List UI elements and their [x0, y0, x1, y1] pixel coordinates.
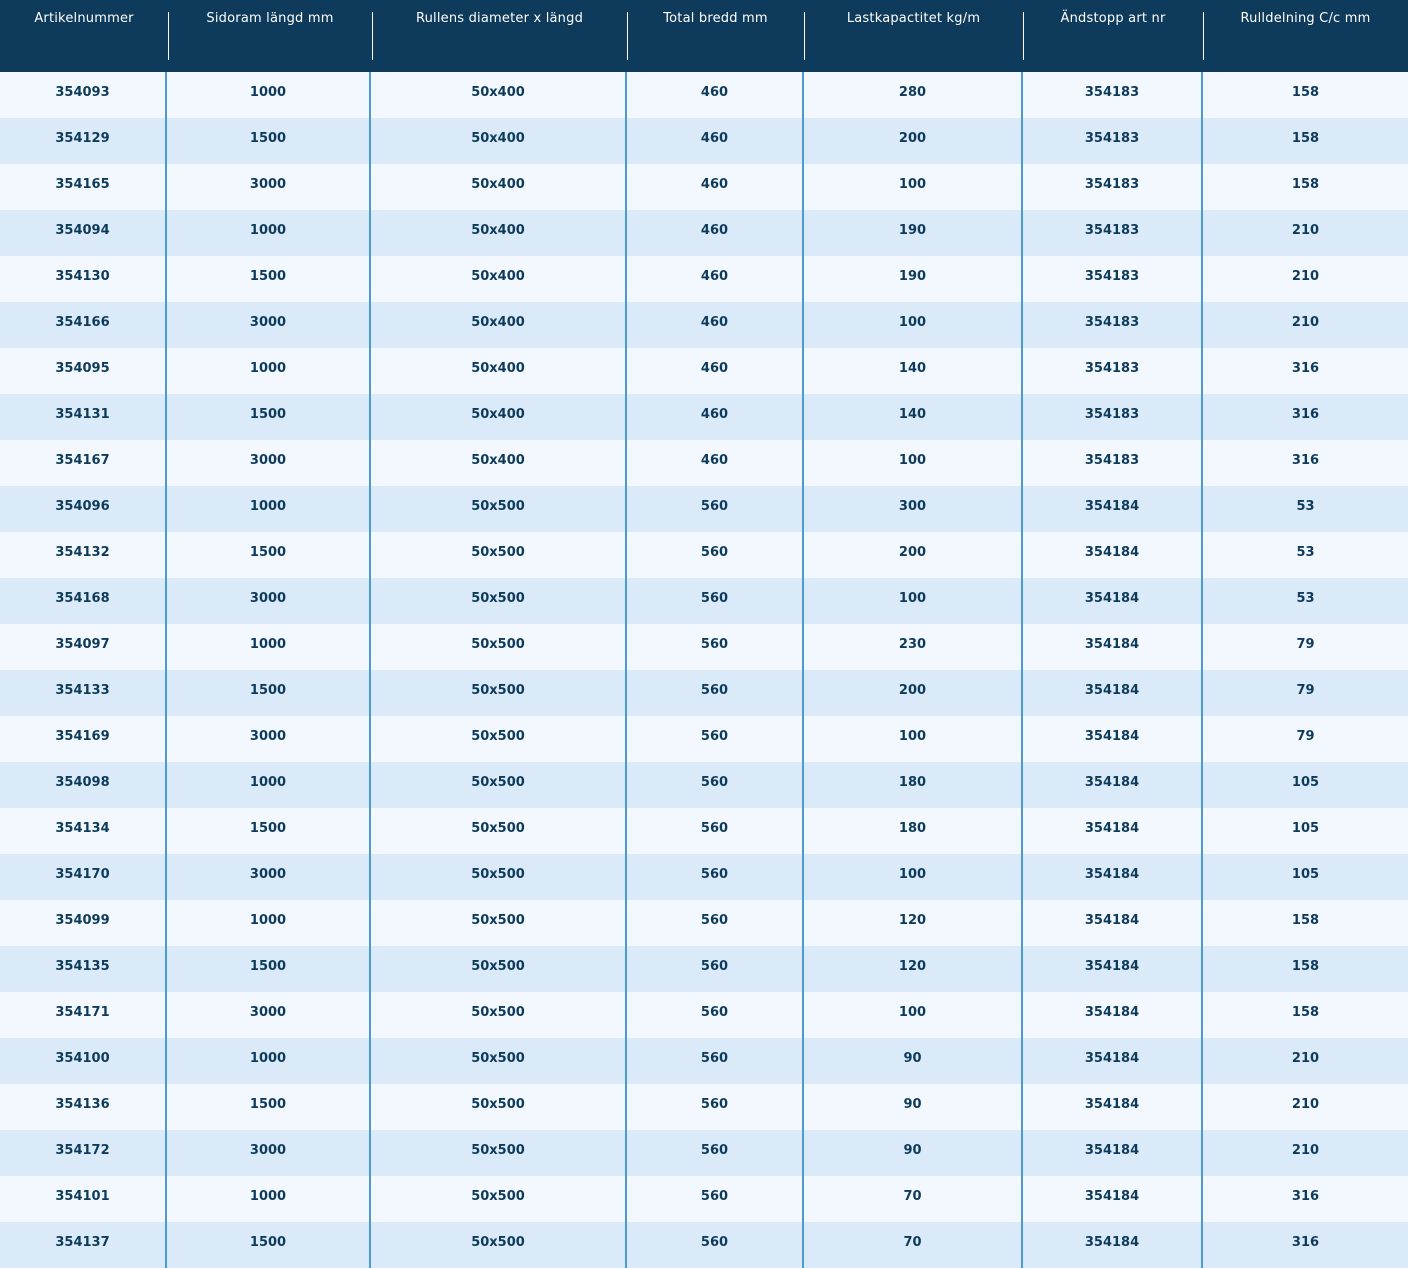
sidoram-langd-cell: 1500	[165, 532, 369, 578]
table-row	[0, 394, 1408, 440]
table-row	[0, 854, 1408, 900]
sidoram-langd-cell: 1500	[165, 118, 369, 164]
table-row	[0, 992, 1408, 1038]
column-header-sidoram-langd[interactable]: Sidoram längd mm	[168, 0, 372, 72]
lastkapacitet-cell: 300	[802, 486, 1021, 532]
sidoram-langd-cell: 3000	[165, 578, 369, 624]
table-row	[0, 1176, 1408, 1222]
lastkapacitet-cell: 70	[802, 1176, 1021, 1222]
sidoram-langd-cell: 1500	[165, 670, 369, 716]
rulldelning-cell: 316	[1201, 440, 1408, 486]
lastkapacitet-cell: 120	[802, 946, 1021, 992]
artikelnummer-cell: 354137	[55, 1235, 110, 1250]
rullens-diameter-cell: 50x400	[369, 394, 625, 440]
rulldelning-cell: 79	[1201, 670, 1408, 716]
lastkapacitet-cell: 200	[802, 532, 1021, 578]
rullens-diameter-cell: 50x500	[369, 762, 625, 808]
column-header-lastkapacitet[interactable]: Lastkapactitet kg/m	[804, 0, 1023, 72]
artikelnummer-cell: 354101	[55, 1189, 110, 1204]
table-row	[0, 118, 1408, 164]
total-bredd-cell: 560	[625, 624, 802, 670]
rullens-diameter-cell: 50x400	[369, 164, 625, 210]
andstopp-cell: 354184	[1021, 946, 1201, 992]
total-bredd-cell: 460	[625, 394, 802, 440]
rulldelning-cell: 53	[1201, 532, 1408, 578]
sidoram-langd-cell: 1500	[165, 256, 369, 302]
table-row	[0, 164, 1408, 210]
rullens-diameter-cell: 50x400	[369, 210, 625, 256]
total-bredd-cell: 560	[625, 486, 802, 532]
total-bredd-cell: 560	[625, 808, 802, 854]
lastkapacitet-cell: 100	[802, 440, 1021, 486]
artikelnummer-cell: 354099	[55, 913, 110, 928]
artikelnummer-cell: 354132	[55, 545, 110, 560]
rullens-diameter-cell: 50x500	[369, 1038, 625, 1084]
rulldelning-cell: 158	[1201, 118, 1408, 164]
table-row	[0, 210, 1408, 256]
artikelnummer-cell: 354167	[55, 453, 110, 468]
rulldelning-cell: 210	[1201, 1038, 1408, 1084]
andstopp-cell: 354184	[1021, 670, 1201, 716]
sidoram-langd-cell: 1000	[165, 210, 369, 256]
andstopp-cell: 354184	[1021, 532, 1201, 578]
lastkapacitet-cell: 100	[802, 302, 1021, 348]
artikelnummer-cell: 354129	[55, 131, 110, 146]
column-header-rulldelning[interactable]: Rulldelning C/c mm	[1203, 0, 1408, 72]
column-header-artikelnummer[interactable]: Artikelnummer	[34, 11, 134, 26]
artikelnummer-cell: 354134	[55, 821, 110, 836]
lastkapacitet-cell: 140	[802, 348, 1021, 394]
lastkapacitet-cell: 280	[802, 72, 1021, 118]
lastkapacitet-cell: 190	[802, 210, 1021, 256]
artikelnummer-cell: 354095	[55, 361, 110, 376]
sidoram-langd-cell: 3000	[165, 992, 369, 1038]
artikelnummer-cell: 354096	[55, 499, 110, 514]
artikelnummer-cell: 354100	[55, 1051, 110, 1066]
lastkapacitet-cell: 200	[802, 118, 1021, 164]
rulldelning-cell: 105	[1201, 808, 1408, 854]
sidoram-langd-cell: 3000	[165, 440, 369, 486]
rullens-diameter-cell: 50x400	[369, 256, 625, 302]
andstopp-cell: 354184	[1021, 624, 1201, 670]
lastkapacitet-cell: 140	[802, 394, 1021, 440]
rullens-diameter-cell: 50x500	[369, 808, 625, 854]
artikelnummer-cell: 354133	[55, 683, 110, 698]
sidoram-langd-cell: 3000	[165, 854, 369, 900]
rulldelning-cell: 105	[1201, 854, 1408, 900]
table-row	[0, 716, 1408, 762]
lastkapacitet-cell: 100	[802, 854, 1021, 900]
total-bredd-cell: 460	[625, 72, 802, 118]
sidoram-langd-cell: 1500	[165, 1222, 369, 1268]
andstopp-cell: 354183	[1021, 118, 1201, 164]
table-row	[0, 624, 1408, 670]
table-row	[0, 532, 1408, 578]
table-row	[0, 1222, 1408, 1268]
rullens-diameter-cell: 50x500	[369, 1130, 625, 1176]
sidoram-langd-cell: 3000	[165, 716, 369, 762]
andstopp-cell: 354183	[1021, 72, 1201, 118]
sidoram-langd-cell: 1000	[165, 72, 369, 118]
table-row	[0, 256, 1408, 302]
total-bredd-cell: 560	[625, 992, 802, 1038]
table-row	[0, 670, 1408, 716]
lastkapacitet-cell: 200	[802, 670, 1021, 716]
total-bredd-cell: 560	[625, 1130, 802, 1176]
table-row	[0, 302, 1408, 348]
column-header-rullens-diameter[interactable]: Rullens diameter x längd	[372, 0, 627, 72]
table-header	[0, 0, 1408, 72]
artikelnummer-cell: 354093	[55, 85, 110, 100]
total-bredd-cell: 560	[625, 1084, 802, 1130]
rullens-diameter-cell: 50x500	[369, 486, 625, 532]
table-row	[0, 72, 1408, 118]
table-row	[0, 808, 1408, 854]
column-header-total-bredd[interactable]: Total bredd mm	[627, 0, 804, 72]
rulldelning-cell: 316	[1201, 394, 1408, 440]
table-body	[0, 72, 1408, 1268]
artikelnummer-cell: 354171	[55, 1005, 110, 1020]
rullens-diameter-cell: 50x500	[369, 624, 625, 670]
rullens-diameter-cell: 50x500	[369, 900, 625, 946]
andstopp-cell: 354184	[1021, 1084, 1201, 1130]
lastkapacitet-cell: 120	[802, 900, 1021, 946]
sidoram-langd-cell: 1500	[165, 394, 369, 440]
andstopp-cell: 354183	[1021, 302, 1201, 348]
rulldelning-cell: 105	[1201, 762, 1408, 808]
rulldelning-cell: 53	[1201, 486, 1408, 532]
lastkapacitet-cell: 70	[802, 1222, 1021, 1268]
rullens-diameter-cell: 50x400	[369, 302, 625, 348]
andstopp-cell: 354183	[1021, 210, 1201, 256]
rulldelning-cell: 210	[1201, 256, 1408, 302]
sidoram-langd-cell: 3000	[165, 164, 369, 210]
artikelnummer-cell: 354098	[55, 775, 110, 790]
total-bredd-cell: 460	[625, 164, 802, 210]
artikelnummer-cell: 354135	[55, 959, 110, 974]
rullens-diameter-cell: 50x500	[369, 946, 625, 992]
lastkapacitet-cell: 100	[802, 578, 1021, 624]
rullens-diameter-cell: 50x400	[369, 348, 625, 394]
table-row	[0, 1130, 1408, 1176]
sidoram-langd-cell: 1000	[165, 1176, 369, 1222]
total-bredd-cell: 560	[625, 946, 802, 992]
rullens-diameter-cell: 50x500	[369, 670, 625, 716]
artikelnummer-cell: 354094	[55, 223, 110, 238]
lastkapacitet-cell: 90	[802, 1084, 1021, 1130]
table-row	[0, 486, 1408, 532]
rulldelning-cell: 316	[1201, 348, 1408, 394]
table-row	[0, 578, 1408, 624]
lastkapacitet-cell: 90	[802, 1130, 1021, 1176]
total-bredd-cell: 460	[625, 348, 802, 394]
andstopp-cell: 354184	[1021, 1176, 1201, 1222]
total-bredd-cell: 560	[625, 716, 802, 762]
total-bredd-cell: 560	[625, 532, 802, 578]
table-row	[0, 348, 1408, 394]
lastkapacitet-cell: 230	[802, 624, 1021, 670]
total-bredd-cell: 460	[625, 256, 802, 302]
sidoram-langd-cell: 1500	[165, 946, 369, 992]
table-row	[0, 1084, 1408, 1130]
total-bredd-cell: 560	[625, 762, 802, 808]
andstopp-cell: 354183	[1021, 394, 1201, 440]
rulldelning-cell: 158	[1201, 72, 1408, 118]
rulldelning-cell: 210	[1201, 302, 1408, 348]
andstopp-cell: 354183	[1021, 348, 1201, 394]
rulldelning-cell: 210	[1201, 210, 1408, 256]
andstopp-cell: 354184	[1021, 900, 1201, 946]
column-header-andstopp[interactable]: Ändstopp art nr	[1023, 0, 1203, 72]
table-row	[0, 762, 1408, 808]
rullens-diameter-cell: 50x400	[369, 440, 625, 486]
total-bredd-cell: 460	[625, 440, 802, 486]
rullens-diameter-cell: 50x400	[369, 72, 625, 118]
rullens-diameter-cell: 50x400	[369, 118, 625, 164]
table-row	[0, 440, 1408, 486]
artikelnummer-cell: 354136	[55, 1097, 110, 1112]
total-bredd-cell: 460	[625, 210, 802, 256]
lastkapacitet-cell: 180	[802, 762, 1021, 808]
andstopp-cell: 354184	[1021, 762, 1201, 808]
sidoram-langd-cell: 1000	[165, 486, 369, 532]
total-bredd-cell: 560	[625, 1222, 802, 1268]
andstopp-cell: 354184	[1021, 578, 1201, 624]
table-row	[0, 1038, 1408, 1084]
rulldelning-cell: 158	[1201, 992, 1408, 1038]
total-bredd-cell: 460	[625, 302, 802, 348]
rullens-diameter-cell: 50x500	[369, 1176, 625, 1222]
andstopp-cell: 354183	[1021, 256, 1201, 302]
artikelnummer-cell: 354172	[55, 1143, 110, 1158]
rulldelning-cell: 316	[1201, 1222, 1408, 1268]
lastkapacitet-cell: 100	[802, 716, 1021, 762]
lastkapacitet-cell: 180	[802, 808, 1021, 854]
andstopp-cell: 354184	[1021, 1130, 1201, 1176]
andstopp-cell: 354184	[1021, 854, 1201, 900]
rulldelning-cell: 53	[1201, 578, 1408, 624]
lastkapacitet-cell: 190	[802, 256, 1021, 302]
rulldelning-cell: 158	[1201, 164, 1408, 210]
sidoram-langd-cell: 1000	[165, 900, 369, 946]
rulldelning-cell: 316	[1201, 1176, 1408, 1222]
table-row	[0, 900, 1408, 946]
artikelnummer-cell: 354166	[55, 315, 110, 330]
sidoram-langd-cell: 1500	[165, 808, 369, 854]
total-bredd-cell: 560	[625, 900, 802, 946]
total-bredd-cell: 560	[625, 670, 802, 716]
rulldelning-cell: 158	[1201, 946, 1408, 992]
rulldelning-cell: 79	[1201, 624, 1408, 670]
rullens-diameter-cell: 50x500	[369, 532, 625, 578]
artikelnummer-cell: 354170	[55, 867, 110, 882]
total-bredd-cell: 560	[625, 578, 802, 624]
artikelnummer-cell: 354168	[55, 591, 110, 606]
rullens-diameter-cell: 50x500	[369, 1222, 625, 1268]
sidoram-langd-cell: 1000	[165, 762, 369, 808]
total-bredd-cell: 560	[625, 1038, 802, 1084]
andstopp-cell: 354184	[1021, 486, 1201, 532]
andstopp-cell: 354184	[1021, 1222, 1201, 1268]
sidoram-langd-cell: 1000	[165, 348, 369, 394]
rullens-diameter-cell: 50x500	[369, 716, 625, 762]
lastkapacitet-cell: 100	[802, 164, 1021, 210]
artikelnummer-cell: 354130	[55, 269, 110, 284]
andstopp-cell: 354184	[1021, 1038, 1201, 1084]
rulldelning-cell: 79	[1201, 716, 1408, 762]
rullens-diameter-cell: 50x500	[369, 992, 625, 1038]
andstopp-cell: 354183	[1021, 164, 1201, 210]
sidoram-langd-cell: 1000	[165, 624, 369, 670]
lastkapacitet-cell: 90	[802, 1038, 1021, 1084]
rulldelning-cell: 210	[1201, 1130, 1408, 1176]
artikelnummer-cell: 354097	[55, 637, 110, 652]
sidoram-langd-cell: 1000	[165, 1038, 369, 1084]
rulldelning-cell: 158	[1201, 900, 1408, 946]
sidoram-langd-cell: 1500	[165, 1084, 369, 1130]
andstopp-cell: 354184	[1021, 992, 1201, 1038]
total-bredd-cell: 560	[625, 1176, 802, 1222]
rullens-diameter-cell: 50x500	[369, 854, 625, 900]
andstopp-cell: 354183	[1021, 440, 1201, 486]
rullens-diameter-cell: 50x500	[369, 578, 625, 624]
sidoram-langd-cell: 3000	[165, 1130, 369, 1176]
rullens-diameter-cell: 50x500	[369, 1084, 625, 1130]
sidoram-langd-cell: 3000	[165, 302, 369, 348]
artikelnummer-cell: 354131	[55, 407, 110, 422]
table-row	[0, 946, 1408, 992]
andstopp-cell: 354184	[1021, 716, 1201, 762]
artikelnummer-cell: 354165	[55, 177, 110, 192]
total-bredd-cell: 460	[625, 118, 802, 164]
andstopp-cell: 354184	[1021, 808, 1201, 854]
artikelnummer-cell: 354169	[55, 729, 110, 744]
total-bredd-cell: 560	[625, 854, 802, 900]
rulldelning-cell: 210	[1201, 1084, 1408, 1130]
lastkapacitet-cell: 100	[802, 992, 1021, 1038]
